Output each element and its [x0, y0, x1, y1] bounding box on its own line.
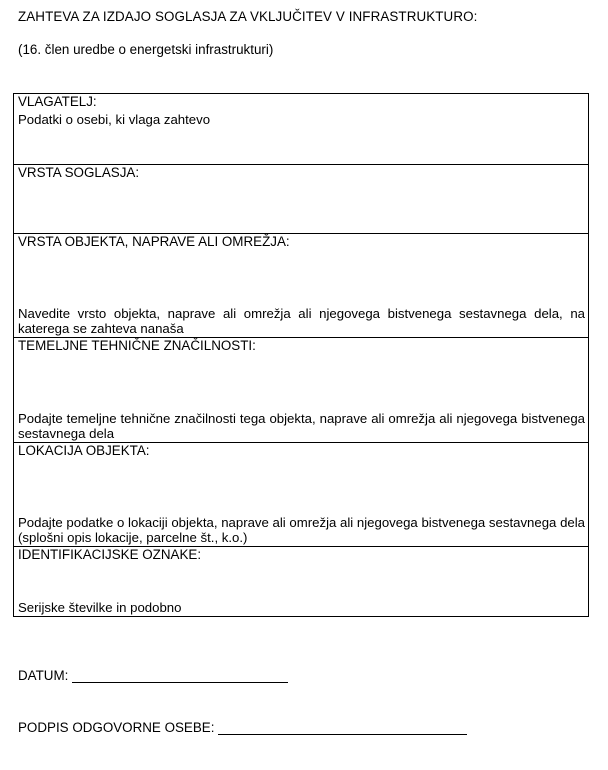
section-hint-object-location: Podajte podatke o lokaciji objekta, naprave ali omrežja ali njegovega bistvenega sestavnega dela (splošni opis lokacije, parcelne št., k.o.): [18, 515, 585, 545]
section-object-type[interactable]: [14, 233, 588, 337]
signature-field-row: [18, 720, 467, 735]
section-label-object-type: VRSTA OBJEKTA, NAPRAVE ALI OMREŽJA:: [18, 234, 290, 249]
section-label-applicant: VLAGATELJ:: [18, 94, 97, 109]
section-hint-object-type: Navedite vrsto objekta, naprave ali omrežja ali njegovega bistvenega sestavnega dela, na katerega se zahteva nanaša: [18, 306, 585, 336]
section-hint-technical-characteristics: Podajte temeljne tehnične značilnosti tega objekta, naprave ali omrežja ali njegovega bistvenega sestavnega dela: [18, 411, 585, 441]
section-label-identification-marks: IDENTIFIKACIJSKE OZNAKE:: [18, 547, 202, 562]
date-blank-line[interactable]: [72, 669, 288, 683]
section-label-consent-type: VRSTA SOGLASJA:: [18, 165, 140, 180]
form-title: ZAHTEVA ZA IZDAJO SOGLASJA ZA VKLJUČITEV V INFRASTRUKTURO:: [18, 9, 478, 24]
section-label-technical-characteristics: TEMELJNE TEHNIČNE ZNAČILNOSTI:: [18, 338, 256, 353]
signature-label: PODPIS ODGOVORNE OSEBE:: [18, 720, 215, 735]
section-identification-marks[interactable]: [14, 546, 588, 616]
section-hint-identification-marks: Serijske številke in podobno: [18, 600, 182, 615]
form-subtitle: (16. člen uredbe o energetski infrastrukturi): [18, 42, 274, 57]
section-hint-applicant: Podatki o osebi, ki vlaga zahtevo: [18, 112, 211, 127]
section-technical-characteristics[interactable]: [14, 337, 588, 442]
section-consent-type[interactable]: [14, 164, 588, 233]
date-field-row: [18, 668, 288, 683]
signature-blank-line[interactable]: [218, 721, 467, 735]
section-applicant[interactable]: [14, 94, 588, 164]
section-label-object-location: LOKACIJA OBJEKTA:: [18, 443, 150, 458]
section-object-location[interactable]: [14, 442, 588, 546]
application-form-table: [13, 93, 589, 617]
date-label: DATUM:: [18, 668, 69, 683]
